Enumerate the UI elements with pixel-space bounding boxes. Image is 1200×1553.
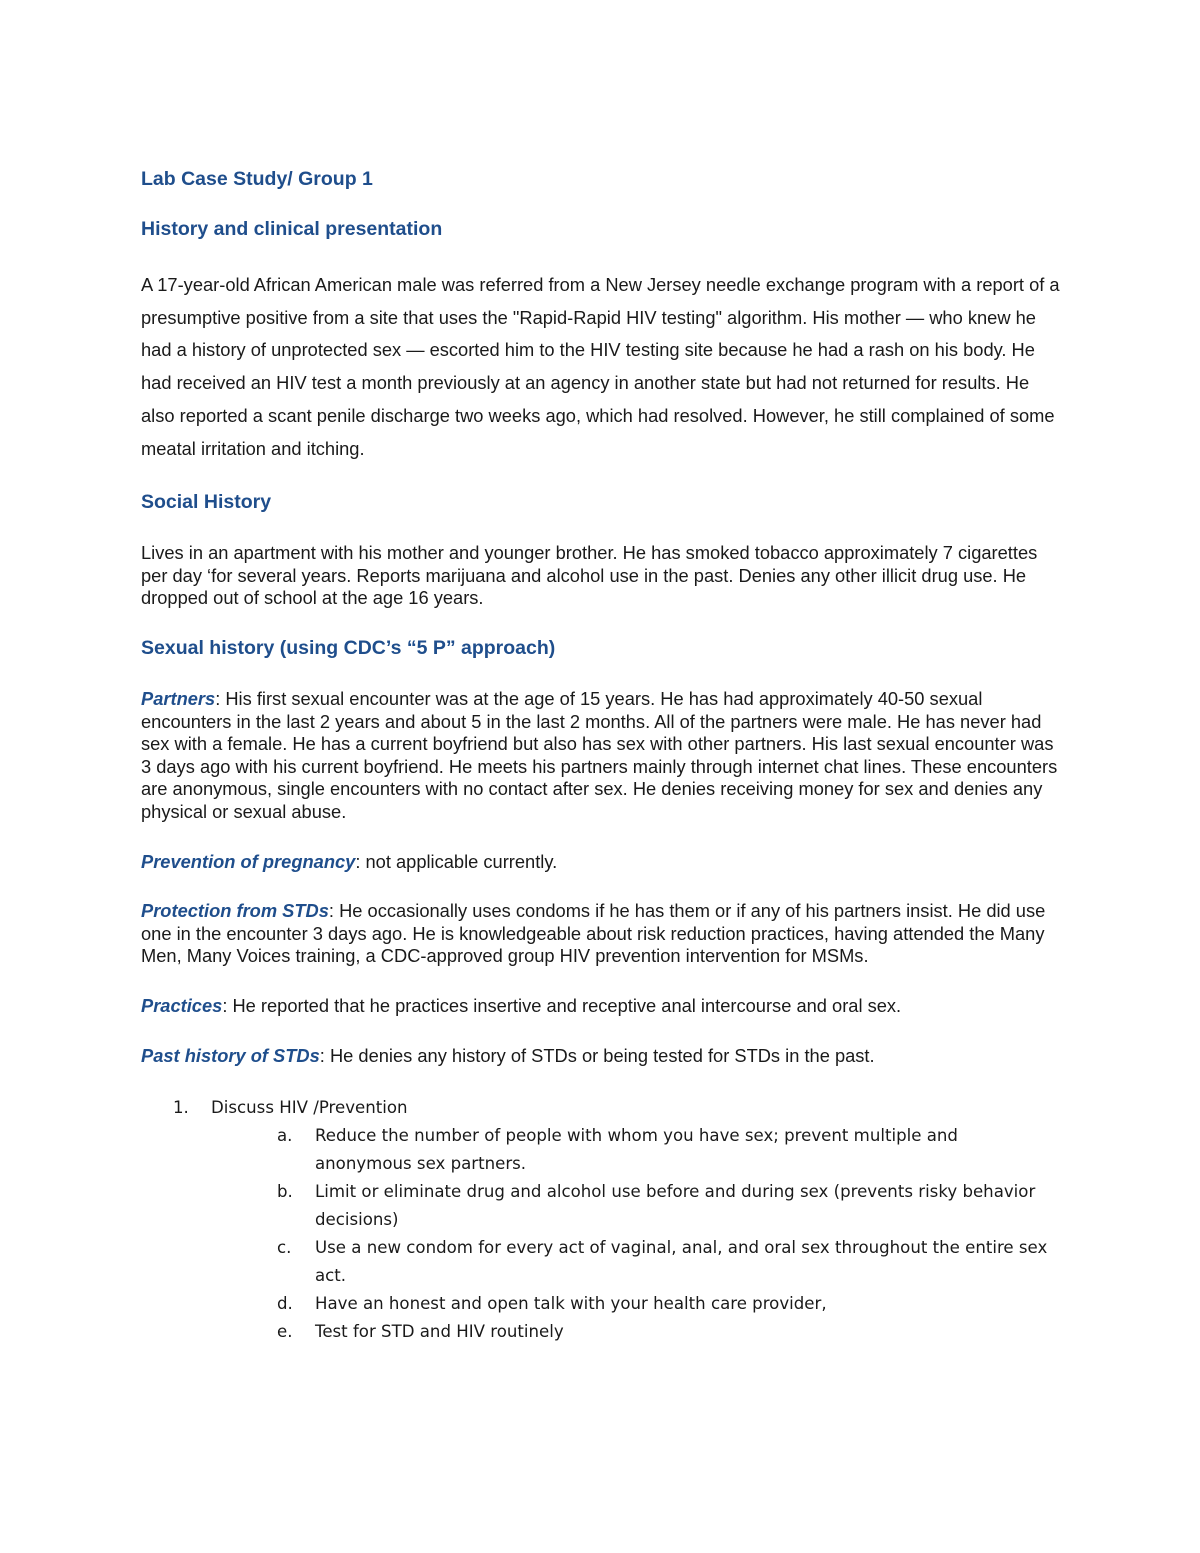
discuss-item <box>173 1094 1061 1122</box>
document-title: Lab Case Study/ Group 1 <box>141 168 373 190</box>
discuss-number: 1. <box>173 1098 189 1118</box>
past-history-label: Past history of STDs <box>141 1044 320 1066</box>
list-item-letter: a. <box>277 1126 293 1146</box>
list-item-text: Test for STD and HIV routinely <box>315 1322 564 1342</box>
list-item <box>277 1234 1061 1290</box>
partners-text: : His first sexual encounter was at the age of 15 years. He has had approximately 40-50 sexual encounters in the last 2 years and about 5 in the last 2 months. All of the partners were male. He has never had sex with a female. He has a current boyfriend but also has sex with other partners. His last sexual encounter was 3 days ago with his current boyfriend. He meets his partners mainly through internet chat lines. These encounters are anonymous, single encounters with no contact after sex. He denies receiving money for sex and denies any physical or sexual abuse. <box>141 688 1058 822</box>
pregnancy-text: : not applicable currently. <box>355 850 558 872</box>
partners-label: Partners <box>141 688 216 709</box>
document-body <box>141 168 1061 1346</box>
list-item <box>277 1178 1061 1234</box>
list-item-letter: d. <box>277 1294 293 1314</box>
practices-text: : He reported that he practices insertive and receptive anal intercourse and oral sex. <box>222 994 902 1016</box>
list-item-text: Use a new condom for every act of vaginal, anal, and oral sex throughout the entire sex act. <box>315 1238 1048 1286</box>
past-history-text: : He denies any history of STDs or being tested for STDs in the past. <box>319 1044 875 1066</box>
pregnancy-label: Prevention of pregnancy <box>141 850 356 872</box>
protection-text: : He occasionally uses condoms if he has them or if any of his partners insist. He did use one in the encounter 3 days ago. He is knowledgeable about risk reduction practices, having attended the Many Men, Many Voices training, a CDC-approved group HIV prevention intervention for MSMs. <box>141 900 1046 967</box>
history-paragraph: A 17-year-old African American male was referred from a New Jersey needle exchange program with a report of a presumptive positive from a site that uses the "Rapid-Rapid HIV testing" algorithm. His mother — who knew he had a history of unprotected sex — escorted him to the HIV testing site because he had a rash on his body. He had received an HIV test a month previously at an agency in another state but had not returned for results. He also reported a scant penile discharge two weeks ago, which had resolved. However, he still complained of some meatal irritation and itching. <box>141 274 1060 459</box>
social-history-paragraph: Lives in an apartment with his mother and younger brother. He has smoked tobacco approximately 7 cigarettes per day ‘for several years. Reports marijuana and alcohol use in the past. Denies any other illicit drug use. He dropped out of school at the age 16 years. <box>141 542 1038 609</box>
list-item <box>277 1122 1061 1178</box>
history-heading: History and clinical presentation <box>141 218 443 240</box>
list-item <box>277 1318 1061 1346</box>
discuss-title: Discuss HIV /Prevention <box>211 1098 408 1118</box>
discuss-list <box>141 1094 1061 1346</box>
list-item-text: Reduce the number of people with whom you have sex; prevent multiple and anonymous sex partners. <box>315 1126 958 1174</box>
sexual-history-heading: Sexual history (using CDC’s “5 P” approach) <box>141 637 556 659</box>
prevention-sublist <box>277 1122 1061 1346</box>
list-item-letter: e. <box>277 1322 293 1342</box>
list-item-letter: c. <box>277 1238 292 1258</box>
list-item-text: Have an honest and open talk with your health care provider, <box>315 1294 827 1314</box>
pregnancy-paragraph <box>141 851 1061 874</box>
list-item <box>277 1290 1061 1318</box>
practices-paragraph <box>141 995 1061 1018</box>
list-item-text: Limit or eliminate drug and alcohol use before and during sex (prevents risky behavior decisions) <box>315 1182 1036 1230</box>
partners-paragraph <box>141 688 1061 824</box>
social-history-heading: Social History <box>141 491 272 514</box>
protection-paragraph <box>141 900 1061 968</box>
list-item-letter: b. <box>277 1182 293 1202</box>
protection-label: Protection from STDs <box>141 900 329 922</box>
past-history-paragraph <box>141 1045 1061 1068</box>
practices-label: Practices <box>141 994 223 1016</box>
